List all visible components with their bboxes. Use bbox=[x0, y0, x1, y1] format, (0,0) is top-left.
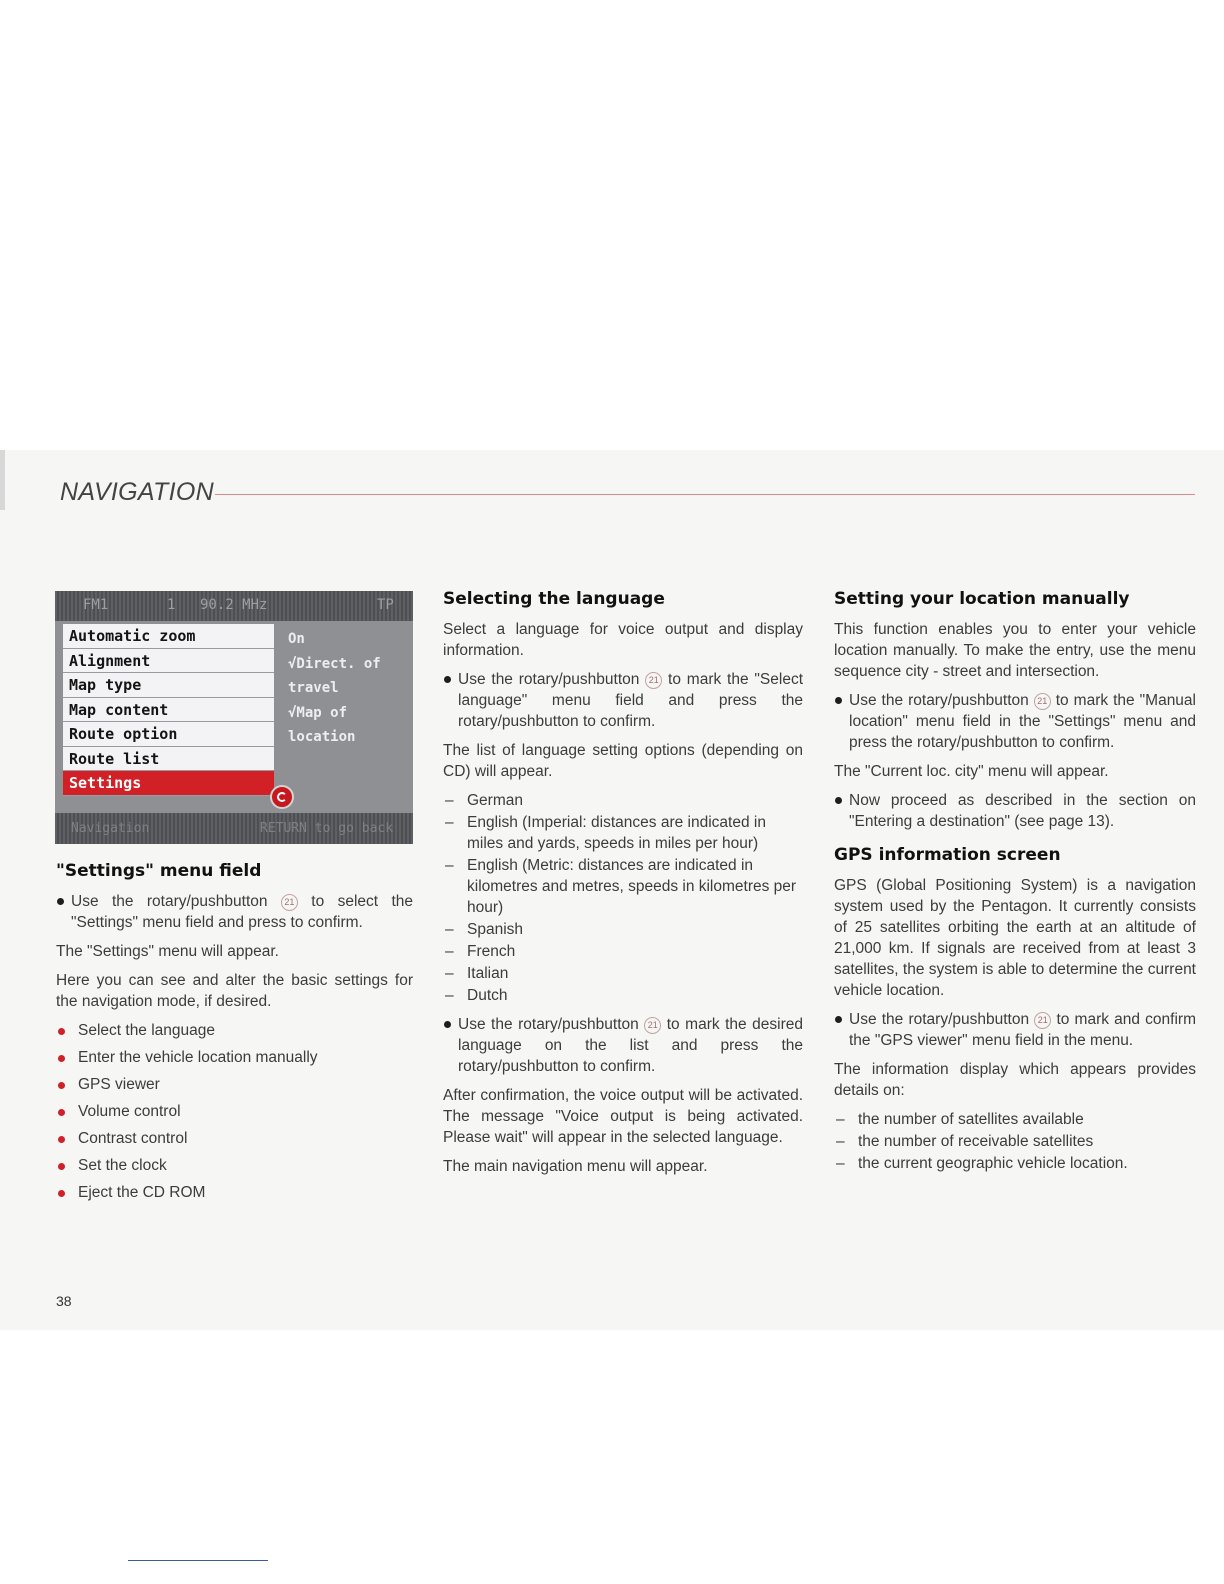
paragraph-language-options: The list of language setting options (depending on CD) will appear. bbox=[443, 742, 803, 780]
button-21-icon: 21 bbox=[1034, 693, 1051, 710]
screen-menu-item-alignment[interactable]: Alignment bbox=[63, 649, 274, 674]
screen-menu-item-route-option[interactable]: Route option bbox=[63, 722, 274, 747]
screen-value-map-type: √Map of location bbox=[288, 704, 356, 745]
instruction-select-settings: Use the rotary/pushbutton 21 to select the "Settings" menu field and press to confirm. bbox=[56, 891, 413, 933]
detail-item: – the current geographic vehicle location. bbox=[834, 1153, 1196, 1174]
screen-footer-left: Navigation bbox=[71, 821, 150, 836]
navigation-screen bbox=[55, 591, 413, 844]
paragraph-info-display: The information display which appears provides details on: bbox=[834, 1061, 1196, 1099]
list-item: GPS viewer bbox=[56, 1074, 413, 1095]
column-settings bbox=[56, 860, 413, 1209]
screen-preset: 1 bbox=[167, 597, 176, 613]
language-item: – Spanish bbox=[443, 919, 803, 940]
language-item: – Italian bbox=[443, 963, 803, 984]
detail-item: – the number of receivable satellites bbox=[834, 1131, 1196, 1152]
list-item: Volume control bbox=[56, 1101, 413, 1122]
button-21-icon: 21 bbox=[281, 894, 298, 911]
instruction-manual-location: Use the rotary/pushbutton 21 to mark the "Manual location" menu field in the "Settings" menu and press the rotary/pushbutton to confirm. bbox=[834, 690, 1196, 753]
paragraph-main-menu: The main navigation menu will appear. bbox=[443, 1158, 708, 1175]
paragraph-settings-appear: The "Settings" menu will appear. bbox=[56, 943, 279, 960]
button-21-icon: 21 bbox=[1034, 1012, 1051, 1029]
page-edge bbox=[0, 450, 5, 510]
heading-location-manually: Setting your location manually bbox=[834, 589, 1130, 609]
heading-selecting-language: Selecting the language bbox=[443, 589, 665, 609]
paragraph-basic-settings: Here you can see and alter the basic settings for the navigation mode, if desired. bbox=[56, 972, 413, 1010]
screen-value-alignment: √Direct. of travel bbox=[288, 655, 381, 696]
screen-menu-item-automatic-zoom[interactable]: Automatic zoom bbox=[63, 624, 274, 649]
list-item: Set the clock bbox=[56, 1155, 413, 1176]
paragraph-gps-intro: GPS (Global Positioning System) is a navigation system used by the Pentagon. It currently consists of 25 satellites orbiting the earth at an altitude of 21,000 km. If signals are received from at least 3 satellites, the system is able to determine the current vehicle location. bbox=[834, 877, 1196, 999]
paragraph-current-loc: The "Current loc. city" menu will appear. bbox=[834, 763, 1109, 780]
screen-band: FM1 bbox=[83, 597, 109, 613]
screen-status-bar bbox=[55, 591, 413, 621]
button-21-icon: 21 bbox=[644, 1017, 661, 1034]
instruction-select-language: Use the rotary/pushbutton 21 to mark the "Select language" menu field and press the rotary/pushbutton to confirm. bbox=[443, 669, 803, 732]
paragraph-language-intro: Select a language for voice output and display information. bbox=[443, 621, 803, 659]
screen-menu bbox=[63, 624, 274, 796]
screen-values bbox=[288, 627, 413, 750]
instruction-gps-viewer: Use the rotary/pushbutton 21 to mark and confirm the "GPS viewer" menu field in the menu. bbox=[834, 1009, 1196, 1051]
column-location-gps bbox=[834, 588, 1196, 1175]
section-title-rule bbox=[215, 494, 1195, 495]
list-item: Enter the vehicle location manually bbox=[56, 1047, 413, 1068]
language-item: – French bbox=[443, 941, 803, 962]
paragraph-location-intro: This function enables you to enter your vehicle location manually. To make the entry, use the menu sequence city - street and intersection. bbox=[834, 621, 1196, 680]
screen-value-zoom: On bbox=[288, 631, 305, 647]
screen-tp: TP bbox=[377, 597, 394, 613]
screen-footer-right: RETURN to go back bbox=[260, 821, 394, 836]
paragraph-confirmation: After confirmation, the voice output will be activated. The message "Voice output is being activated. Please wait" will appear in the selected language. bbox=[443, 1087, 803, 1146]
screen-menu-item-map-type[interactable]: Map type bbox=[63, 673, 274, 698]
screen-frequency: 90.2 MHz bbox=[200, 597, 268, 613]
column-language bbox=[443, 588, 803, 1185]
list-item: Select the language bbox=[56, 1020, 413, 1041]
detail-item: – the number of satellites available bbox=[834, 1109, 1196, 1130]
list-item: Eject the CD ROM bbox=[56, 1182, 413, 1203]
footer-link-rule bbox=[128, 1560, 268, 1561]
language-item: – Dutch bbox=[443, 985, 803, 1006]
language-item: – English (Metric: distances are indicated in kilometres and metres, speeds in kilometres per hour) bbox=[443, 855, 803, 918]
screen-menu-item-map-content[interactable]: Map content bbox=[63, 698, 274, 723]
screen-menu-item-settings[interactable]: Settings bbox=[63, 771, 274, 796]
section-title: NAVIGATION bbox=[60, 478, 214, 506]
language-item: – English (Imperial: distances are indicated in miles and yards, speeds in miles per hour) bbox=[443, 812, 803, 854]
list-item: Contrast control bbox=[56, 1128, 413, 1149]
screen-footer-bar bbox=[55, 813, 413, 844]
language-item: – German bbox=[443, 790, 803, 811]
page-number: 38 bbox=[56, 1293, 72, 1309]
rotary-knob-icon bbox=[270, 785, 294, 809]
button-21-icon: 21 bbox=[645, 672, 662, 689]
instruction-proceed: Now proceed as described in the section on "Entering a destination" (see page 13). bbox=[834, 790, 1196, 832]
instruction-mark-language: Use the rotary/pushbutton 21 to mark the desired language on the list and press the rotary/pushbutton to confirm. bbox=[443, 1014, 803, 1077]
heading-gps-information: GPS information screen bbox=[834, 845, 1061, 865]
screen-menu-item-route-list[interactable]: Route list bbox=[63, 747, 274, 772]
heading-settings-menu-field: "Settings" menu field bbox=[56, 861, 262, 881]
